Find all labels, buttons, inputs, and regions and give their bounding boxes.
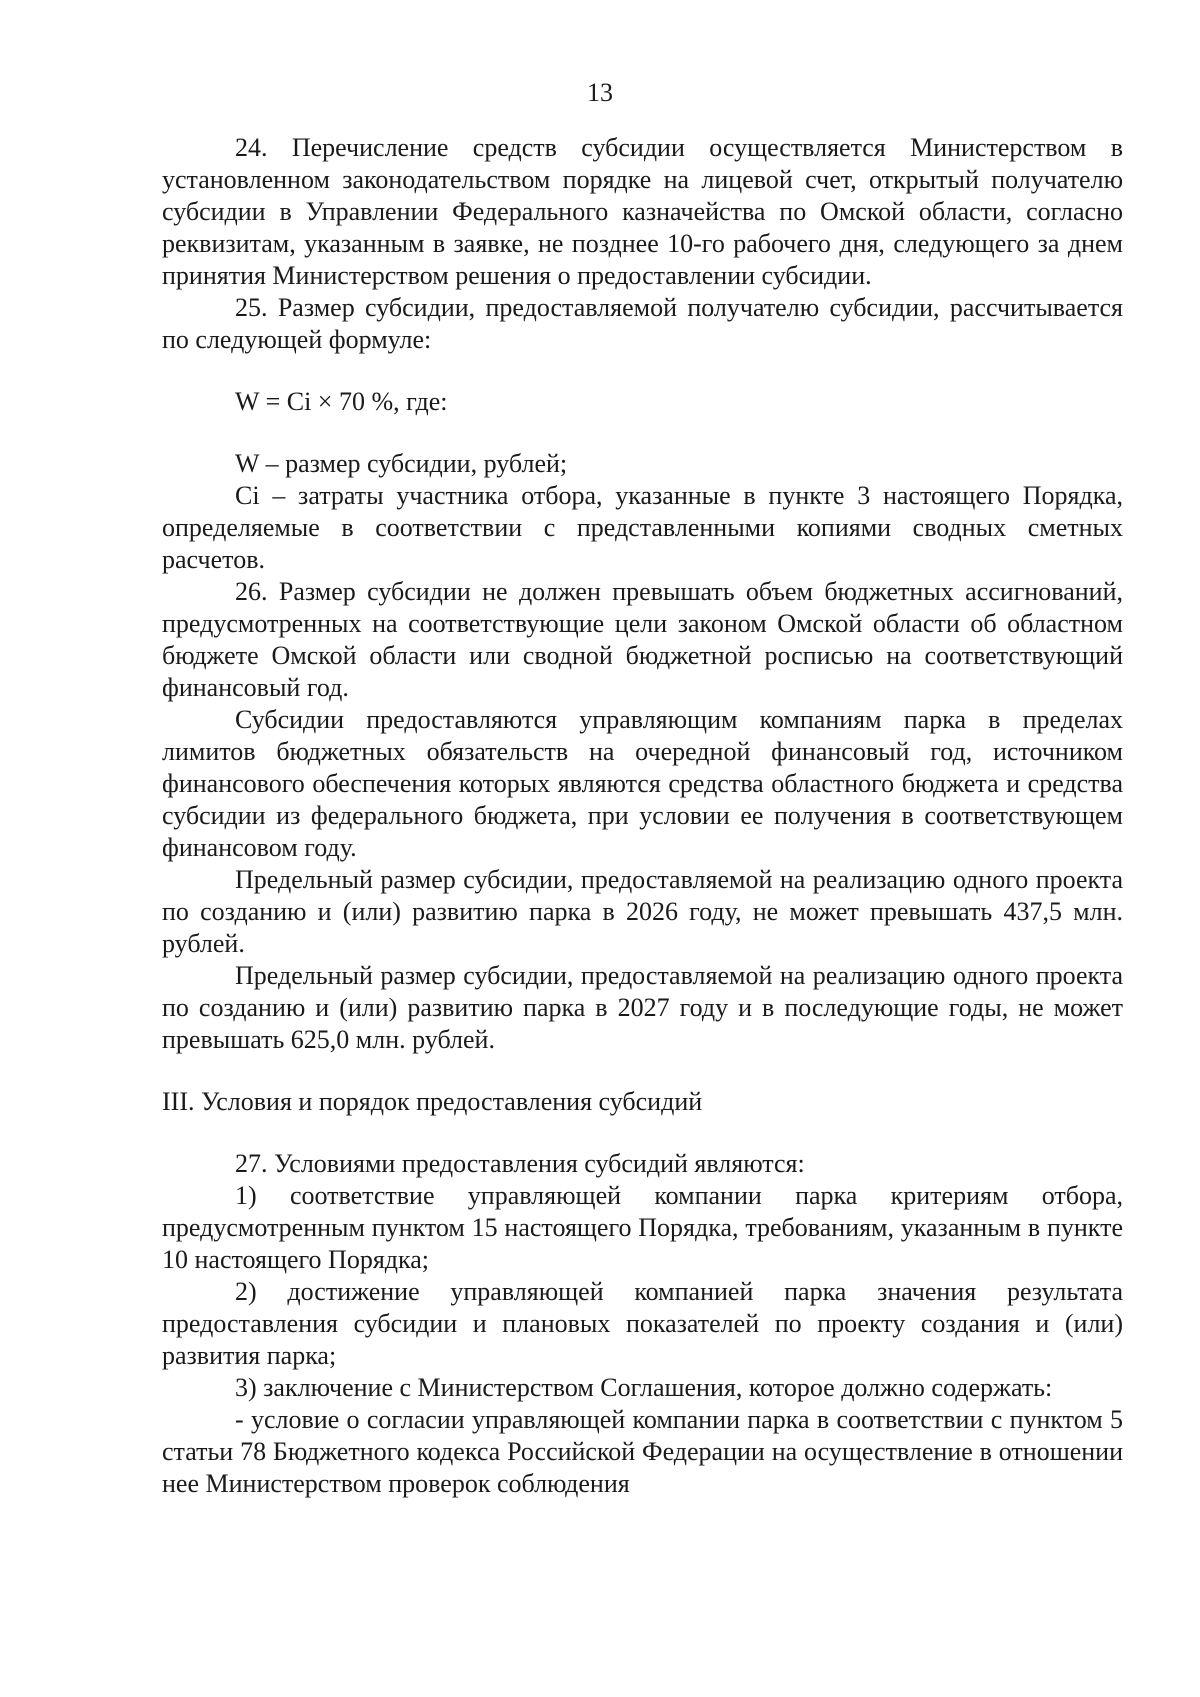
paragraph-limit-2027: Предельный размер субсидии, предоставляемой на реализацию одного проекта по созданию и (или) развитию парка в 2027 году и в последующие годы, не может превышать 625,0 млн. рублей. bbox=[162, 961, 1123, 1054]
subsidy-formula: W = Ci × 70 %, где: bbox=[235, 387, 448, 416]
paragraph-27: 27. Условиями предоставления субсидий являются: bbox=[235, 1149, 805, 1178]
paragraph-25: 25. Размер субсидии, предоставляемой получателю субсидии, рассчитывается по следующей формуле: bbox=[162, 293, 1123, 354]
formula-definition-ci: Ci – затраты участника отбора, указанные в пункте 3 настоящего Порядка, определяемые в соответствии с представленными копиями сводных сметных расчетов. bbox=[162, 481, 1123, 574]
section-heading: III. Условия и порядок предоставления субсидий bbox=[162, 1087, 703, 1116]
formula-definition-w: W – размер субсидии, рублей; bbox=[235, 449, 568, 478]
condition-item-1: 1) соответствие управляющей компании парка критериям отбора, предусмотренным пунктом 15 настоящего Порядка, требованиям, указанным в пункте 10 настоящего Порядка; bbox=[162, 1181, 1123, 1274]
paragraph-subsidy-limits: Субсидии предоставляются управляющим компаниям парка в пределах лимитов бюджетных обязательств на очередной финансовый год, источником финансового обеспечения которых являются средства областного бюджета и средства субсидии из федерального бюджета, при условии ее получения в соответствующем финансовом году. bbox=[162, 705, 1123, 862]
paragraph-24: 24. Перечисление средств субсидии осуществляется Министерством в установленном законодательством порядке на лицевой счет, открытый получателю субсидии в Управлении Федерального казначейства по Омской области, согласно реквизитам, указанным в заявке, не позднее 10-го рабочего дня, следующего за днем принятия Министерством решения о предоставлении субсидии. bbox=[162, 133, 1123, 290]
page-number: 13 bbox=[587, 78, 613, 107]
condition-item-2: 2) достижение управляющей компанией парка значения результата предоставления субсидии и плановых показателей по проекту создания и (или) развития парка; bbox=[162, 1277, 1123, 1370]
paragraph-limit-2026: Предельный размер субсидии, предоставляемой на реализацию одного проекта по созданию и (или) развитию парка в 2026 году, не может превышать 437,5 млн. рублей. bbox=[162, 865, 1123, 958]
agreement-condition-item: - условие о согласии управляющей компании парка в соответствии с пунктом 5 статьи 78 Бюджетного кодекса Российской Федерации на осуществление в отношении нее Министерством проверок соблюдения bbox=[162, 1405, 1123, 1498]
condition-item-3: 3) заключение с Министерством Соглашения, которое должно содержать: bbox=[235, 1373, 1053, 1402]
paragraph-26: 26. Размер субсидии не должен превышать объем бюджетных ассигнований, предусмотренных на соответствующие цели законом Омской области об областном бюджете Омской области или сводной бюджетной росписью на соответствующий финансовый год. bbox=[162, 577, 1123, 702]
document-body bbox=[162, 132, 1123, 1500]
